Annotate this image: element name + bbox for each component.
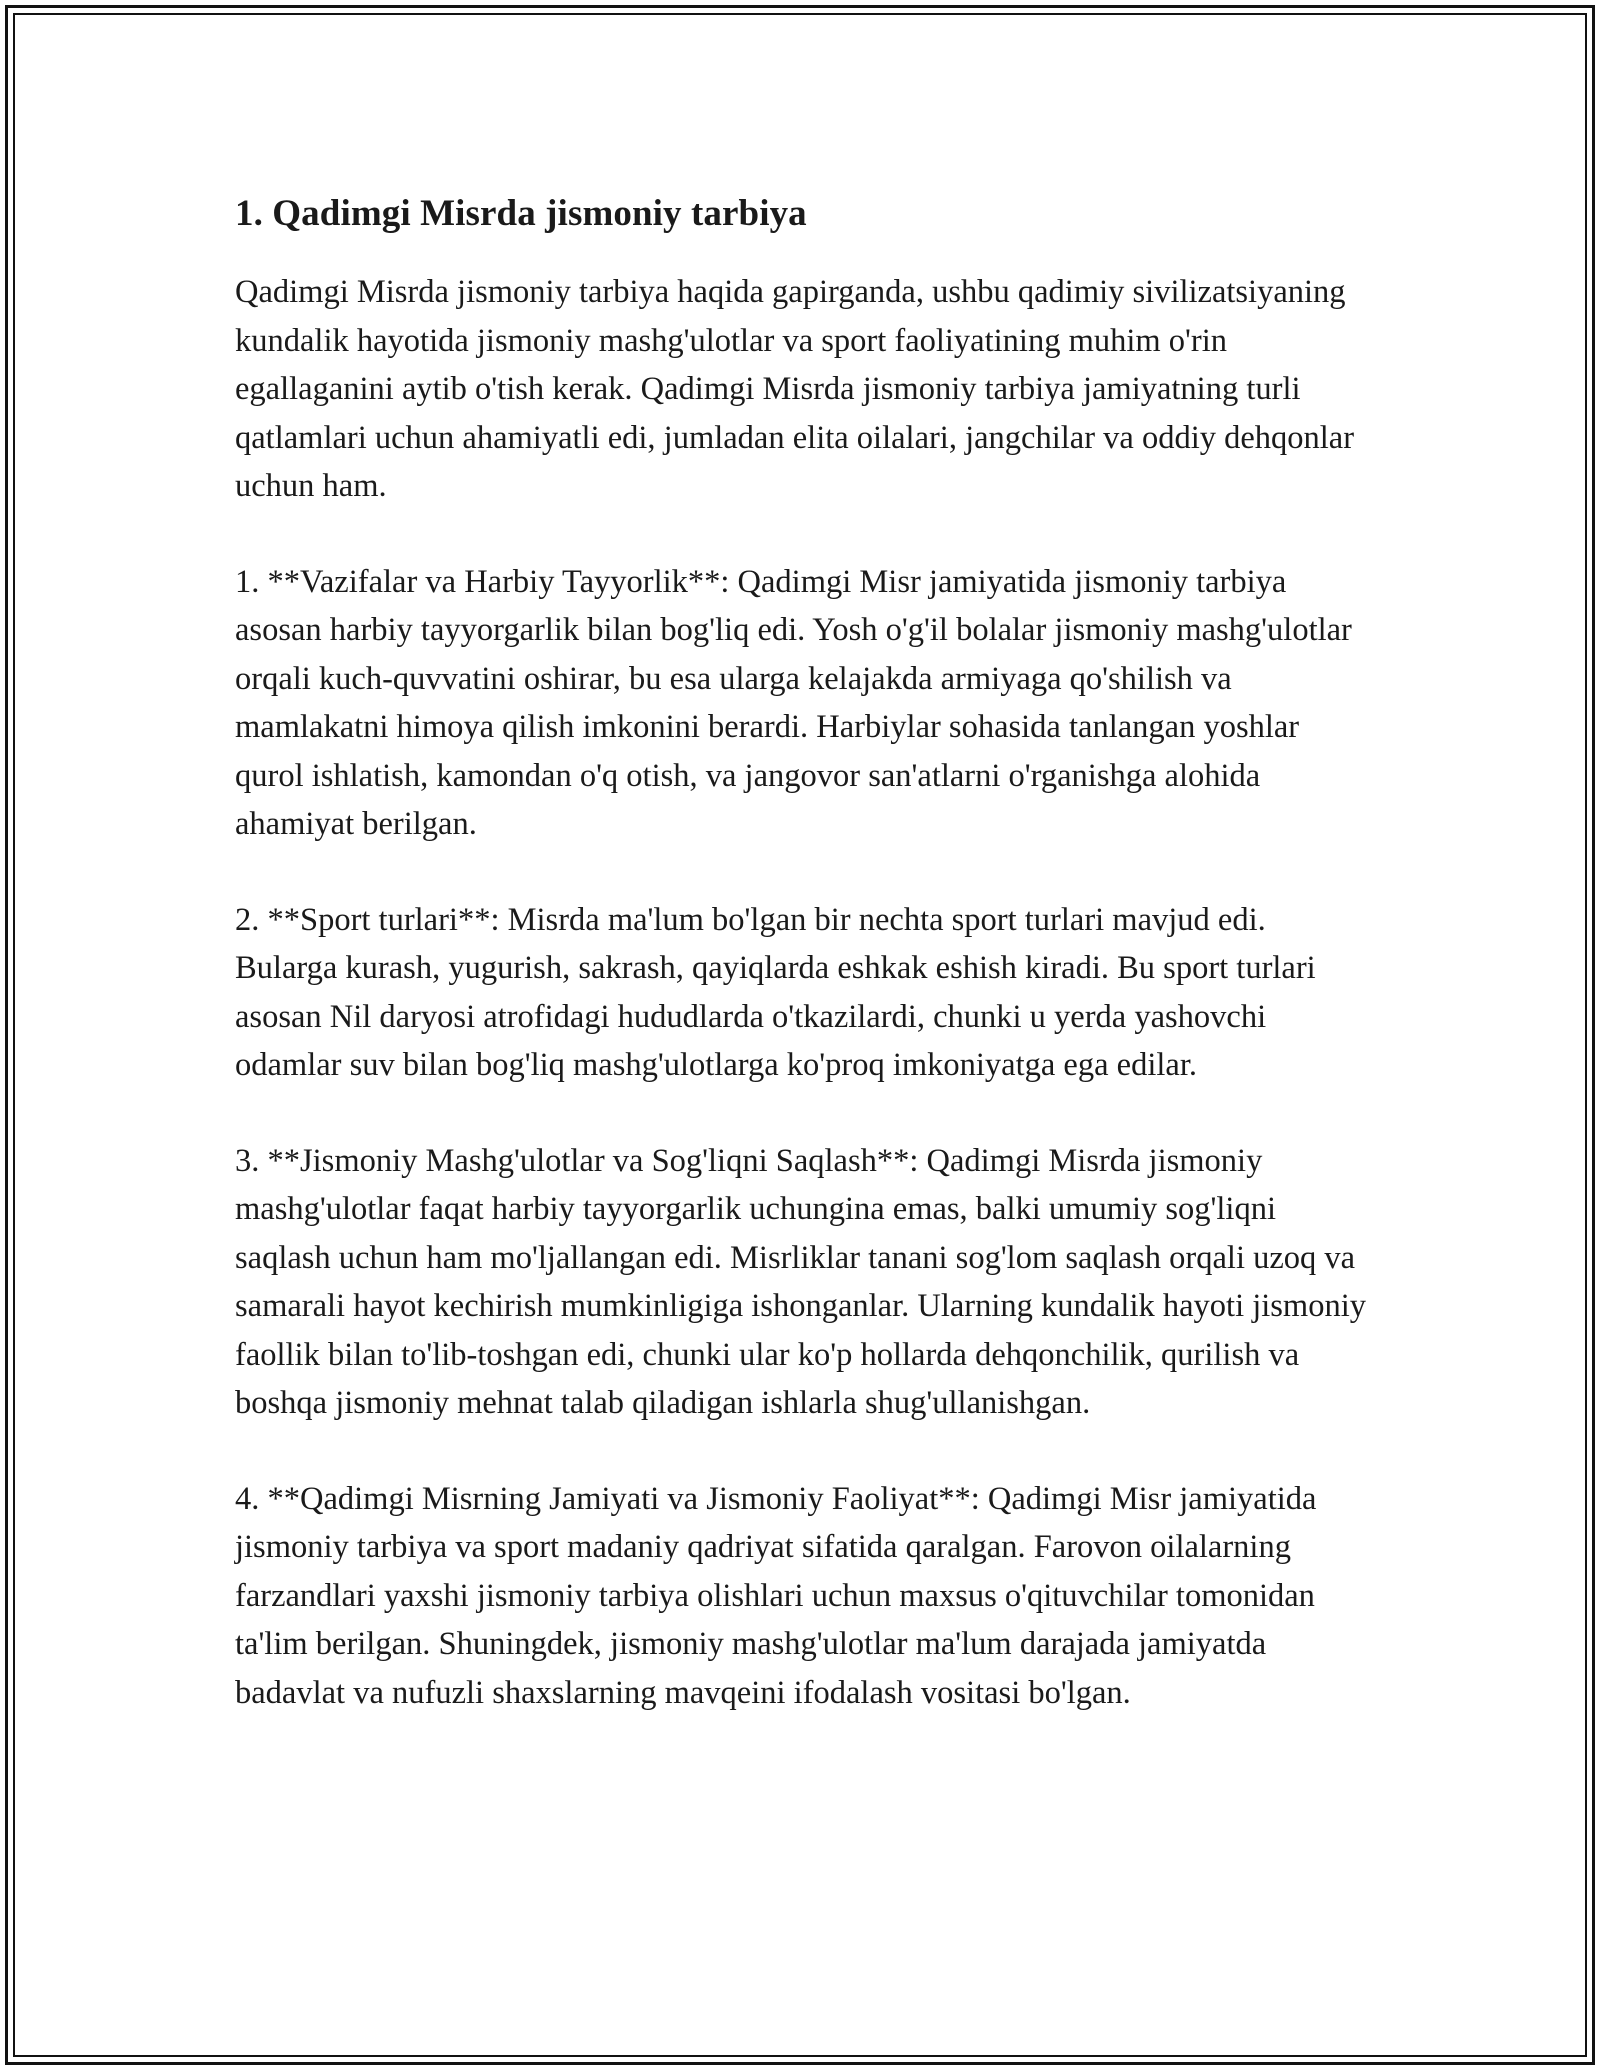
document-body: [235, 188, 1375, 1764]
intro-paragraph: Qadimgi Misrda jismoniy tarbiya haqida gapirganda, ushbu qadimiy sivilizatsiyaning kundalik hayotida jismoniy mashg'ulotlar va sport faoliyatining muhim o'rin egallaganini aytib o'tish kerak. Qadimgi Misrda jismoniy tarbiya jamiyatning turli qatlamlari uchun ahamiyatli edi, jumladan elita oilalari, jangchilar va oddiy dehqonlar uchun ham.: [235, 274, 1355, 504]
paragraph-exercise-health: 3. **Jismoniy Mashg'ulotlar va Sog'liqni Saqlash**: Qadimgi Misrda jismoniy mashg'ulotlar faqat harbiy tayyorgarlik uchungina emas, balki umumiy sog'liqni saqlash uchun ham mo'ljallangan edi. Misrliklar tanani sog'lom saqlash orqali uzoq va samarali hayot kechirish mumkinligiga ishonganlar. Ularning kundalik hayoti jismoniy faollik bilan to'lib-toshgan edi, chunki ular ko'p hollarda dehqonchilik, qurilish va boshqa jismoniy mehnat talab qiladigan ishlarla shug'ullanishgan.: [235, 1142, 1366, 1421]
paragraph-sport-types: 2. **Sport turlari**: Misrda ma'lum bo'lgan bir nechta sport turlari mavjud edi. Bularga kurash, yugurish, sakrash, qayiqlarda eshkak eshish kiradi. Bu sport turlari asosan Nil daryosi atrofidagi hududlarda o'tkazilardi, chunki u yerda yashovchi odamlar suv bilan bog'liq mashg'ulotlarga ko'proq imkoniyatga ega edilar.: [235, 901, 1316, 1083]
paragraph-military-training: 1. **Vazifalar va Harbiy Tayyorlik**: Qadimgi Misr jamiyatida jismoniy tarbiya asosan harbiy tayyorgarlik bilan bog'liq edi. Yosh o'g'il bolalar jismoniy mashg'ulotlar orqali kuch-quvvatini oshirar, bu esa ularga kelajakda armiyaga qo'shilish va mamlakatni himoya qilish imkonini berardi. Harbiylar sohasida tanlangan yoshlar qurol ishlatish, kamondan o'q otish, va jangovor san'atlarni o'rganishga alohida ahamiyat berilgan.: [235, 563, 1352, 842]
paragraph-society-activity: 4. **Qadimgi Misrning Jamiyati va Jismoniy Faoliyat**: Qadimgi Misr jamiyatida jismoniy tarbiya va sport madaniy qadriyat sifatida qaralgan. Farovon oilalarning farzandlari yaxshi jismoniy tarbiya olishlari uchun maxsus o'qituvchilar tomonidan ta'lim berilgan. Shuningdek, jismoniy mashg'ulotlar ma'lum darajada jamiyatda badavlat va nufuzli shaxslarning mavqeini ifodalash vositasi bo'lgan.: [235, 1480, 1317, 1711]
document-title: 1. Qadimgi Misrda jismoniy tarbiya: [235, 193, 807, 234]
